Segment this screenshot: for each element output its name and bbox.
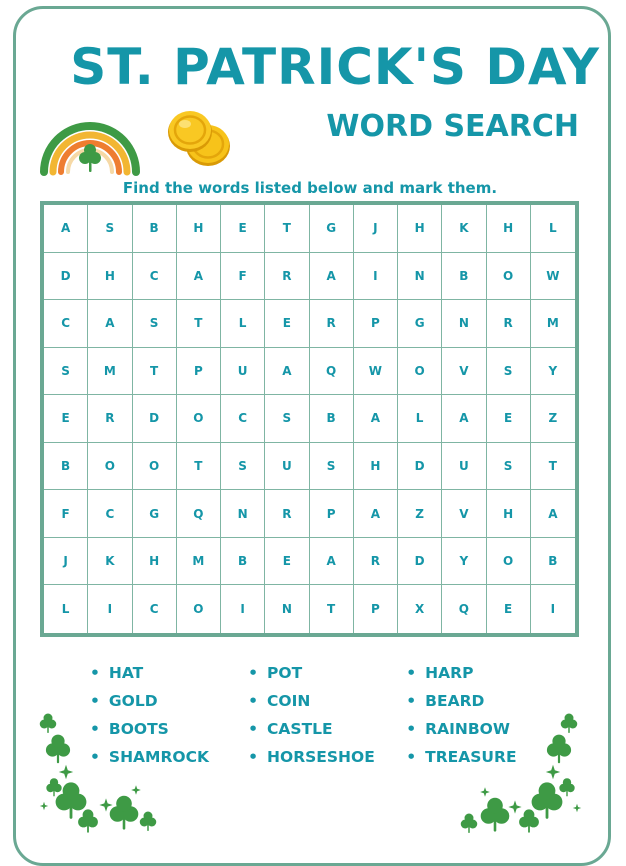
grid-cell[interactable]: A <box>44 205 88 253</box>
grid-cell[interactable]: Q <box>177 490 221 538</box>
grid-cell[interactable]: D <box>44 253 88 301</box>
grid-cell[interactable]: Q <box>442 585 486 633</box>
grid-cell[interactable]: A <box>310 253 354 301</box>
grid-cell[interactable]: S <box>44 348 88 396</box>
gold-coins-icon <box>164 106 234 170</box>
grid-cell[interactable]: O <box>487 538 531 586</box>
grid-cell[interactable]: O <box>177 395 221 443</box>
grid-cell[interactable]: R <box>354 538 398 586</box>
grid-cell[interactable]: G <box>398 300 442 348</box>
grid-cell[interactable]: A <box>531 490 575 538</box>
grid-cell[interactable]: T <box>177 443 221 491</box>
word-item: • SHAMROCK <box>90 746 248 774</box>
grid-cell[interactable]: D <box>398 538 442 586</box>
grid-cell[interactable]: H <box>88 253 132 301</box>
grid-cell[interactable]: V <box>442 348 486 396</box>
grid-cell[interactable]: R <box>310 300 354 348</box>
grid-cell[interactable]: K <box>88 538 132 586</box>
grid-cell[interactable]: P <box>354 585 398 633</box>
grid-cell[interactable]: A <box>177 253 221 301</box>
grid-cell[interactable]: B <box>310 395 354 443</box>
grid-cell[interactable]: T <box>310 585 354 633</box>
grid-cell[interactable]: E <box>487 585 531 633</box>
word-item: • BOOTS <box>90 718 248 746</box>
grid-cell[interactable]: E <box>265 300 309 348</box>
grid-cell[interactable]: N <box>398 253 442 301</box>
grid-cell[interactable]: U <box>221 348 265 396</box>
grid-cell[interactable]: B <box>531 538 575 586</box>
grid-cell[interactable]: T <box>177 300 221 348</box>
grid-cell[interactable]: J <box>44 538 88 586</box>
word-item: • BEARD <box>406 690 550 718</box>
grid-cell[interactable]: L <box>44 585 88 633</box>
grid-cell[interactable]: H <box>354 443 398 491</box>
letter-grid[interactable] <box>40 201 579 637</box>
grid-cell[interactable]: N <box>442 300 486 348</box>
word-item: • RAINBOW <box>406 718 550 746</box>
grid-cell[interactable]: I <box>88 585 132 633</box>
grid-cell[interactable]: C <box>44 300 88 348</box>
word-column-2 <box>248 662 406 774</box>
grid-cell[interactable]: P <box>354 300 398 348</box>
grid-cell[interactable]: E <box>44 395 88 443</box>
grid-cell[interactable]: U <box>442 443 486 491</box>
grid-cell[interactable]: E <box>265 538 309 586</box>
grid-cell[interactable]: F <box>44 490 88 538</box>
shamrock-cluster-icon <box>455 712 585 837</box>
word-item: • CASTLE <box>248 718 406 746</box>
grid-cell[interactable]: R <box>265 253 309 301</box>
grid-cell[interactable]: C <box>88 490 132 538</box>
grid-cell[interactable]: K <box>442 205 486 253</box>
grid-cell[interactable]: D <box>398 443 442 491</box>
grid-cell[interactable]: G <box>310 205 354 253</box>
grid-cell[interactable]: L <box>398 395 442 443</box>
grid-cell[interactable]: A <box>265 348 309 396</box>
page-title: ST. PATRICK'S DAY <box>70 38 600 96</box>
grid-cell[interactable]: B <box>442 253 486 301</box>
grid-cell[interactable]: W <box>354 348 398 396</box>
grid-cell[interactable]: S <box>88 205 132 253</box>
grid-cell[interactable]: H <box>487 205 531 253</box>
word-item: • HARP <box>406 662 550 690</box>
grid-cell[interactable]: H <box>177 205 221 253</box>
grid-cell[interactable]: O <box>398 348 442 396</box>
word-item: • HORSESHOE <box>248 746 406 774</box>
grid-cell[interactable]: Y <box>531 348 575 396</box>
grid-cell[interactable]: A <box>354 395 398 443</box>
grid-cell[interactable]: E <box>487 395 531 443</box>
grid-cell[interactable]: Z <box>531 395 575 443</box>
shamrock-cluster-icon <box>36 710 166 835</box>
grid-cell[interactable]: T <box>531 443 575 491</box>
grid-cell[interactable]: O <box>177 585 221 633</box>
grid-cell[interactable]: N <box>265 585 309 633</box>
page-subtitle: WORD SEARCH <box>326 109 579 144</box>
grid-cell[interactable]: P <box>310 490 354 538</box>
word-item: • HAT <box>90 662 248 690</box>
grid-cell[interactable]: B <box>221 538 265 586</box>
word-item: • TREASURE <box>406 746 550 774</box>
grid-cell[interactable]: T <box>133 348 177 396</box>
grid-cell[interactable]: M <box>531 300 575 348</box>
grid-cell[interactable]: R <box>88 395 132 443</box>
grid-cell[interactable]: O <box>487 253 531 301</box>
grid-cell[interactable]: R <box>265 490 309 538</box>
grid-cell[interactable]: D <box>133 395 177 443</box>
grid-cell[interactable]: B <box>133 205 177 253</box>
grid-cell[interactable]: N <box>221 490 265 538</box>
grid-cell[interactable]: J <box>354 205 398 253</box>
grid-cell[interactable]: A <box>310 538 354 586</box>
grid-cell[interactable]: O <box>88 443 132 491</box>
grid-cell[interactable]: S <box>265 395 309 443</box>
instructions: Find the words listed below and mark them. <box>122 179 498 197</box>
grid-cell[interactable]: R <box>487 300 531 348</box>
grid-cell[interactable]: U <box>265 443 309 491</box>
grid-cell[interactable]: Z <box>398 490 442 538</box>
grid-cell[interactable]: M <box>177 538 221 586</box>
grid-cell[interactable]: A <box>354 490 398 538</box>
grid-cell[interactable]: S <box>310 443 354 491</box>
grid-cell[interactable]: M <box>88 348 132 396</box>
grid-cell[interactable]: A <box>442 395 486 443</box>
grid-cell[interactable]: Y <box>442 538 486 586</box>
grid-cell[interactable]: S <box>487 348 531 396</box>
grid-cell[interactable]: S <box>487 443 531 491</box>
grid-cell[interactable]: S <box>221 443 265 491</box>
grid-cell[interactable]: C <box>133 253 177 301</box>
grid-cell[interactable]: A <box>88 300 132 348</box>
grid-cell[interactable]: H <box>398 205 442 253</box>
grid-cell[interactable]: S <box>133 300 177 348</box>
word-item: • COIN <box>248 690 406 718</box>
grid-cell[interactable]: H <box>487 490 531 538</box>
grid-cell[interactable]: F <box>221 253 265 301</box>
grid-cell[interactable]: C <box>133 585 177 633</box>
word-item: • GOLD <box>90 690 248 718</box>
grid-cell[interactable]: O <box>133 443 177 491</box>
grid-cell[interactable]: X <box>398 585 442 633</box>
grid-cell[interactable]: L <box>531 205 575 253</box>
word-item: • POT <box>248 662 406 690</box>
rainbow-shamrock-icon <box>38 108 142 176</box>
grid-cell[interactable]: C <box>221 395 265 443</box>
grid-cell[interactable]: Q <box>310 348 354 396</box>
grid-cell[interactable]: V <box>442 490 486 538</box>
grid-cell[interactable]: I <box>221 585 265 633</box>
grid-cell[interactable]: I <box>550 602 556 617</box>
grid-cell[interactable]: E <box>221 205 265 253</box>
grid-cell[interactable]: B <box>44 443 88 491</box>
grid-cell[interactable]: T <box>265 205 309 253</box>
grid-cell[interactable]: L <box>221 300 265 348</box>
grid-cell[interactable]: W <box>531 253 575 301</box>
grid-cell[interactable]: H <box>133 538 177 586</box>
grid-cell[interactable]: G <box>133 490 177 538</box>
grid-cell[interactable]: I <box>354 253 398 301</box>
grid-cell[interactable]: P <box>177 348 221 396</box>
